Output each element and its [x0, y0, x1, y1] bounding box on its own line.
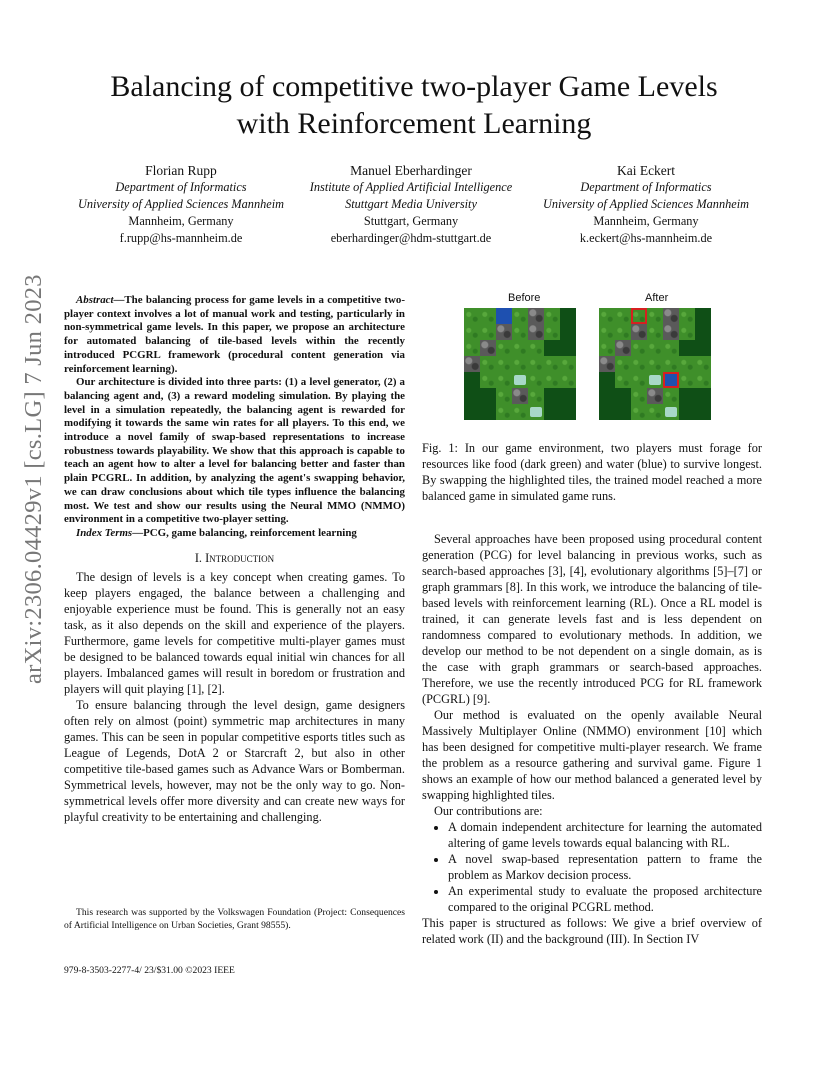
index-terms-label: Index Terms: [76, 526, 133, 539]
level-tile: [631, 340, 647, 356]
author-org: University of Applied Sciences Mannheim: [77, 197, 285, 211]
level-tile: [544, 340, 560, 356]
level-tile: [663, 308, 679, 324]
level-tile: [544, 308, 560, 324]
author-email: eberhardinger@hdm-stuttgart.de: [330, 231, 492, 245]
level-tile: [631, 388, 647, 404]
section-heading-introduction: I. Introduction: [194, 550, 275, 565]
level-tile: [631, 308, 647, 324]
paper-title: [40, 68, 788, 142]
author-city: Mannheim, Germany: [593, 214, 699, 228]
list-item: • A novel swap-based representation pattern to frame the problem as Markov decision process.: [448, 851, 762, 883]
level-tile: [528, 372, 544, 388]
level-tile: [480, 404, 496, 420]
before-level-grid: [464, 308, 576, 420]
level-tile: [512, 372, 528, 388]
level-tile: [663, 356, 679, 372]
level-tile: [544, 324, 560, 340]
level-tile: [663, 372, 679, 388]
level-tile: [464, 324, 480, 340]
copyright-notice: 979-8-3503-2277-4/ 23/$31.00 ©2023 IEEE: [64, 965, 235, 976]
level-tile: [544, 372, 560, 388]
level-tile: [647, 308, 663, 324]
level-tile: [544, 404, 560, 420]
level-tile: [560, 308, 576, 324]
level-tile: [599, 404, 615, 420]
author-org: University of Applied Sciences Mannheim: [542, 197, 750, 211]
abstract: [64, 294, 405, 541]
level-tile: [615, 404, 631, 420]
level-tile: [695, 404, 711, 420]
level-tile: [615, 340, 631, 356]
author-city: Mannheim, Germany: [128, 214, 234, 228]
level-tile: [480, 356, 496, 372]
level-tile: [512, 356, 528, 372]
level-tile: [615, 388, 631, 404]
before-label: Before: [508, 292, 541, 304]
level-tile: [496, 404, 512, 420]
author-block-3: [521, 162, 771, 247]
right-paragraph-2: Our method is evaluated on the openly available Neural Massively Multiplayer Online (NMMO) environment [10] which has been designed for competitive multi-player research. We frame the problem as a resource gathering and survival game. Figure 1 shows an example of how our method balanced a generated level by swapping highlighted tiles.: [422, 708, 762, 802]
right-paragraph-1: Several approaches have been proposed using procedural content generation (PCG) for level balancing in previous works, such as search-based approaches [3], [4], evolutionary algorithms [5]–[7] or graph grammars [8]. In this work, we introduce the balancing of tile-based levels with reinforcement learning (RL). Once a RL model is trained, it can generate levels fast and is less dependent on randomness compared to evolutionary methods. In addition, we develop our method to be not dependent on a single domain, as is the case with graph grammars or search-based approaches. Therefore, we use the recently introduced PCG for RL framework (PCGRL) [9].: [422, 532, 762, 706]
figure-caption: Fig. 1: In our game environment, two players must forage for resources like food (dark green) and water (blue) to survive longest. By swapping the highlighted tiles, the trained model reached a more balanced game in simulated game runs.: [422, 441, 762, 503]
level-tile: [663, 324, 679, 340]
level-tile: [695, 388, 711, 404]
author-block-1: [56, 162, 306, 247]
level-tile: [599, 340, 615, 356]
level-tile: [695, 324, 711, 340]
level-tile: [480, 372, 496, 388]
level-tile: [679, 324, 695, 340]
level-tile: [695, 372, 711, 388]
level-tile: [512, 324, 528, 340]
level-tile: [512, 404, 528, 420]
level-tile: [599, 388, 615, 404]
level-tile: [599, 356, 615, 372]
level-tile: [663, 404, 679, 420]
level-tile: [615, 372, 631, 388]
level-tile: [496, 324, 512, 340]
footnote: [64, 907, 405, 932]
author-name: Kai Eckert: [616, 163, 676, 178]
level-tile: [560, 388, 576, 404]
level-tile: [512, 340, 528, 356]
level-tile: [464, 308, 480, 324]
abstract-label: Abstract: [76, 294, 114, 306]
level-tile: [647, 388, 663, 404]
level-tile: [615, 356, 631, 372]
right-paragraph-3: Our contributions are:: [434, 804, 543, 818]
level-tile: [528, 356, 544, 372]
level-tile: [679, 308, 695, 324]
level-tile: [544, 356, 560, 372]
level-tile: [663, 340, 679, 356]
intro-paragraph-2: To ensure balancing through the level design, game designers often rely on almost (point) symmetric map architectures in many games. This can be seen in popular competitive esports titles such as League of Legends, DotA 2 or Starcraft 2, but also in other competitive tile-based games such as Advance Wars or Bomberman. Symmetrical levels, however, may not be the only way to go. Non-symmetrical levels offer more diversity and can create new ways for playful creativity to be entertaining and challenging.: [64, 697, 405, 824]
level-tile: [464, 340, 480, 356]
level-tile: [496, 340, 512, 356]
level-tile: [496, 308, 512, 324]
level-tile: [647, 372, 663, 388]
level-tile: [679, 404, 695, 420]
author-dept: Institute of Applied Artificial Intelligence: [309, 180, 513, 194]
author-block-2: [288, 162, 534, 247]
level-tile: [528, 388, 544, 404]
level-tile: [647, 356, 663, 372]
index-terms: —PCG, game balancing, reinforcement learning: [132, 526, 357, 539]
level-tile: [496, 388, 512, 404]
level-tile: [560, 404, 576, 420]
contributions-list: [422, 819, 762, 915]
level-tile: [695, 340, 711, 356]
author-name: Florian Rupp: [145, 163, 217, 178]
arxiv-identifier: arXiv:2306.04429v1 [cs.LG] 7 Jun 2023: [20, 274, 47, 684]
after-label: After: [645, 292, 669, 304]
author-city: Stuttgart, Germany: [363, 214, 459, 228]
level-tile: [560, 356, 576, 372]
right-paragraph-4: This paper is structured as follows: We give a brief overview of related work (II) and the background (III). In Section IV: [422, 916, 762, 946]
level-tile: [496, 356, 512, 372]
list-item: • A domain independent architecture for learning the automated altering of game levels towards equal balancing with RL.: [448, 819, 762, 851]
level-tile: [528, 404, 544, 420]
level-tile: [679, 388, 695, 404]
title-line-1: Balancing of competitive two-player Game Levels: [110, 70, 718, 103]
title-line-2: with Reinforcement Learning: [236, 107, 592, 140]
author-org: Stuttgart Media University: [345, 197, 477, 211]
level-tile: [464, 404, 480, 420]
level-tile: [464, 356, 480, 372]
author-dept: Department of Informatics: [115, 180, 247, 194]
author-name: Manuel Eberhardinger: [350, 163, 472, 178]
level-tile: [528, 308, 544, 324]
author-email: k.eckert@hs-mannheim.de: [579, 231, 713, 245]
level-tile: [480, 388, 496, 404]
level-tile: [544, 388, 560, 404]
level-tile: [631, 356, 647, 372]
author-email: f.rupp@hs-mannheim.de: [119, 231, 243, 245]
level-tile: [599, 308, 615, 324]
level-tile: [599, 372, 615, 388]
right-column: [422, 531, 762, 947]
level-tile: [631, 372, 647, 388]
level-tile: [480, 324, 496, 340]
level-tile: [679, 372, 695, 388]
level-tile: [647, 340, 663, 356]
level-tile: [480, 340, 496, 356]
level-tile: [512, 308, 528, 324]
level-tile: [560, 340, 576, 356]
level-tile: [496, 372, 512, 388]
level-tile: [647, 324, 663, 340]
level-tile: [464, 372, 480, 388]
level-tile: [560, 324, 576, 340]
intro-paragraph-1: The design of levels is a key concept when creating games. To keep players engaged, the balance between a challenging and enjoyable experience must be found. This is generally not an easy task, as it also depends on the skill and experience of the players. Furthermore, game levels for competitive multi-player games must be designed to be balanced towards equal initial win chances for all players. Imbalanced games will result in boredom or frustration and players will quit playing [1], [2].: [64, 569, 405, 696]
level-tile: [663, 388, 679, 404]
funding-footnote: This research was supported by the Volkswagen Foundation (Project: Consequences of Artificial Intelligence on Urban Societies, Grant 98555).: [64, 907, 405, 931]
author-dept: Department of Informatics: [580, 180, 712, 194]
level-tile: [615, 308, 631, 324]
level-tile: [528, 324, 544, 340]
level-tile: [480, 308, 496, 324]
level-tile: [528, 340, 544, 356]
level-tile: [695, 356, 711, 372]
level-tile: [615, 324, 631, 340]
abstract-paragraph-2: Our architecture is divided into three parts: (1) a level generator, (2) a balancing agent and, (3) a reward modeling simulation. By playing the level in a simulation repeatedly, the balancing agent is rewarded for modifying it towards the same win rates for all players. To this end, we introduce a novel family of swap-based representations to increase robustness towards playability. We show that this approach is capable to teach an agent how to alter a level for balancing better and faster than plain PCGRL. In addition, by analyzing the agent's swapping behavior, we can draw conclusions about which tile types influence the balancing most. We test and show our results using the Neural MMO (NMMO) environment in a competitive two-player setting.: [64, 376, 405, 526]
after-level-grid: [599, 308, 711, 420]
level-tile: [679, 340, 695, 356]
abstract-paragraph-1: —The balancing process for game levels in a competitive two-player context involves a lot of manual work and testing, particularly in non-symmetrical game levels. In this paper, we propose an architecture for automated balancing of tile-based levels within the recently introduced PCGRL framework (procedural content generation via reinforcement learning).: [64, 294, 405, 375]
left-column: [64, 294, 405, 825]
level-tile: [679, 356, 695, 372]
level-tile: [695, 308, 711, 324]
level-tile: [560, 372, 576, 388]
list-item: • An experimental study to evaluate the proposed architecture compared to the original PCGRL method.: [448, 883, 762, 915]
level-tile: [647, 404, 663, 420]
level-tile: [631, 404, 647, 420]
level-tile: [631, 324, 647, 340]
level-tile: [599, 324, 615, 340]
level-tile: [464, 388, 480, 404]
level-tile: [512, 388, 528, 404]
